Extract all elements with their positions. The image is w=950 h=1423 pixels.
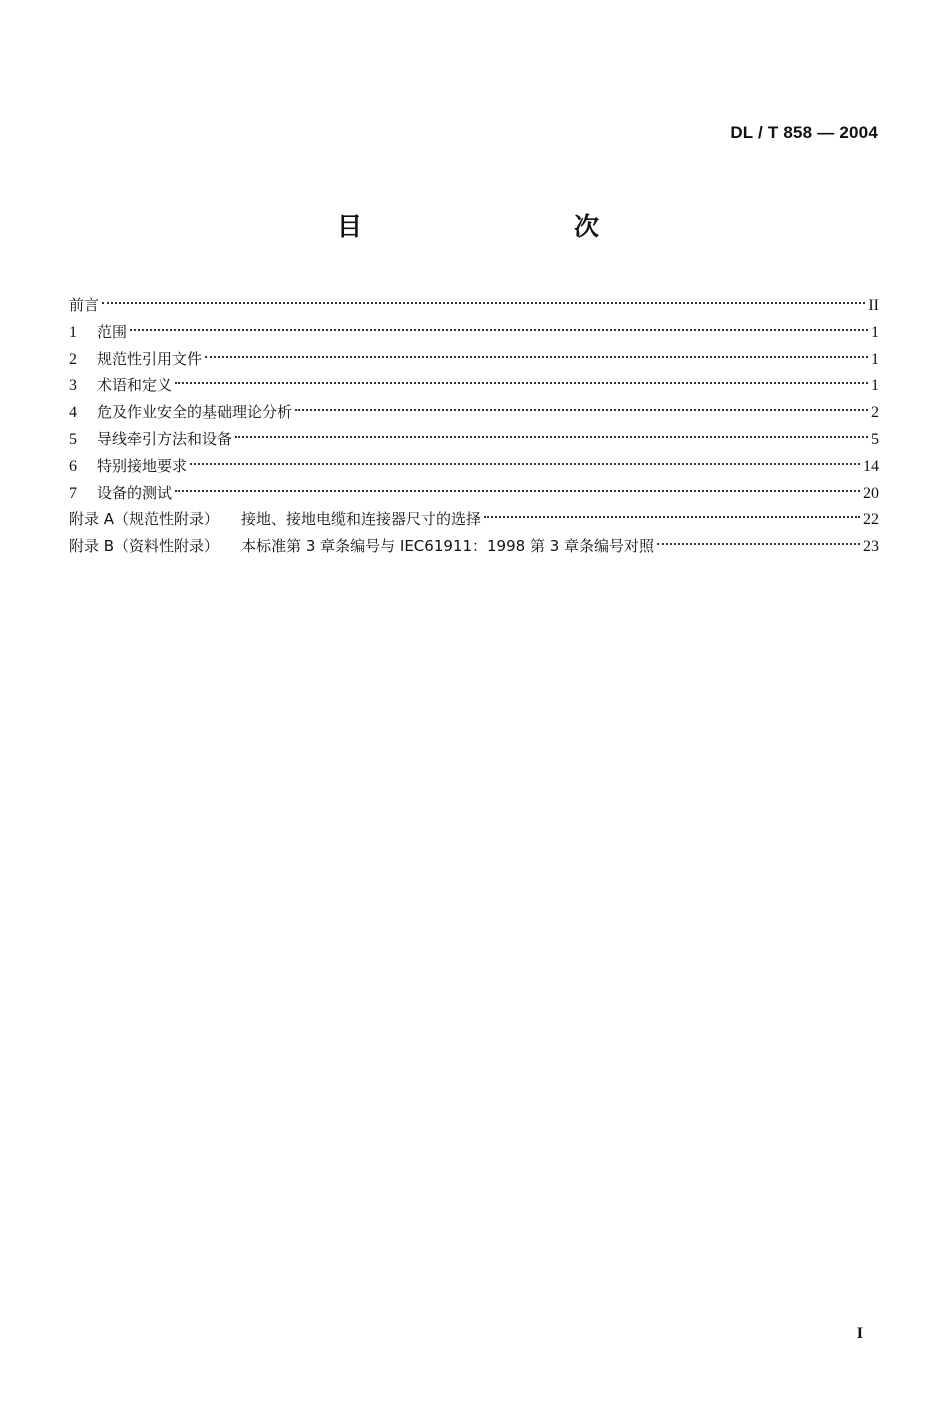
toc-dot-leader xyxy=(130,329,868,331)
toc-dot-leader xyxy=(295,409,868,411)
toc-entry-1[interactable] xyxy=(69,319,879,346)
toc-dot-leader xyxy=(205,356,868,358)
toc-entry-label: 特别接地要求 xyxy=(97,456,188,475)
toc-entry-page: 5 xyxy=(871,430,879,448)
toc-entry-page: 1 xyxy=(871,377,879,395)
toc-dot-leader xyxy=(175,490,860,492)
toc-entry-number: 6 xyxy=(69,457,77,475)
toc-appendix-prefix: 附录 A（规范性附录） xyxy=(69,510,220,529)
toc-entry-page: II xyxy=(868,297,879,314)
toc-entry-page: 14 xyxy=(863,457,879,475)
page-number: I xyxy=(856,1325,863,1342)
standard-number: DL / T 858 — 2004 xyxy=(730,123,878,142)
toc-entry-label: 前言 xyxy=(69,296,100,314)
toc-dot-leader xyxy=(657,543,860,545)
toc-entry-page: 1 xyxy=(871,350,879,368)
toc-dot-leader xyxy=(175,382,868,384)
toc-entry-label: 范围 xyxy=(97,322,128,341)
toc-dot-leader xyxy=(484,516,860,518)
toc-appendix-prefix: 附录 B（资料性附录） xyxy=(69,537,220,556)
toc-entry-number: 3 xyxy=(69,377,77,395)
toc-entry-appendix-b[interactable] xyxy=(69,533,879,560)
toc-entry-page: 23 xyxy=(863,538,879,556)
toc-entry-number: 5 xyxy=(69,430,77,448)
toc-dot-leader xyxy=(235,436,868,438)
toc-entry-7[interactable] xyxy=(69,480,879,507)
table-of-contents xyxy=(69,292,879,560)
toc-entry-label: 本标准第 3 章条编号与 IEC61911：1998 第 3 章条编号对照 xyxy=(241,537,655,556)
toc-entry-label: 接地、接地电缆和连接器尺寸的选择 xyxy=(241,510,482,529)
toc-entry-number: 2 xyxy=(69,350,77,368)
toc-entry-4[interactable] xyxy=(69,399,879,426)
toc-entry-label: 导线牵引方法和设备 xyxy=(97,429,233,448)
toc-entry-appendix-a[interactable] xyxy=(69,506,879,533)
toc-entry-label: 术语和定义 xyxy=(97,376,173,395)
toc-entry-label: 危及作业安全的基础理论分析 xyxy=(97,403,293,422)
toc-entry-page: 2 xyxy=(871,404,879,422)
toc-dot-leader xyxy=(102,302,865,304)
toc-entry-2[interactable] xyxy=(69,346,879,373)
toc-entry-label: 规范性引用文件 xyxy=(97,349,203,368)
toc-entry-page: 1 xyxy=(871,323,879,341)
toc-entry-number: 7 xyxy=(69,484,77,502)
toc-entry-5[interactable] xyxy=(69,426,879,453)
toc-entry-3[interactable] xyxy=(69,372,879,399)
toc-dot-leader xyxy=(190,463,860,465)
toc-entry-label: 设备的测试 xyxy=(97,483,173,502)
toc-entry-number: 4 xyxy=(69,404,77,422)
toc-entry-page: 22 xyxy=(863,511,879,529)
toc-entry-foreword[interactable] xyxy=(69,292,879,319)
toc-entry-6[interactable] xyxy=(69,453,879,480)
toc-entry-number: 1 xyxy=(69,323,77,341)
toc-entry-page: 20 xyxy=(863,484,879,502)
page-title: 目 次 xyxy=(336,212,653,241)
